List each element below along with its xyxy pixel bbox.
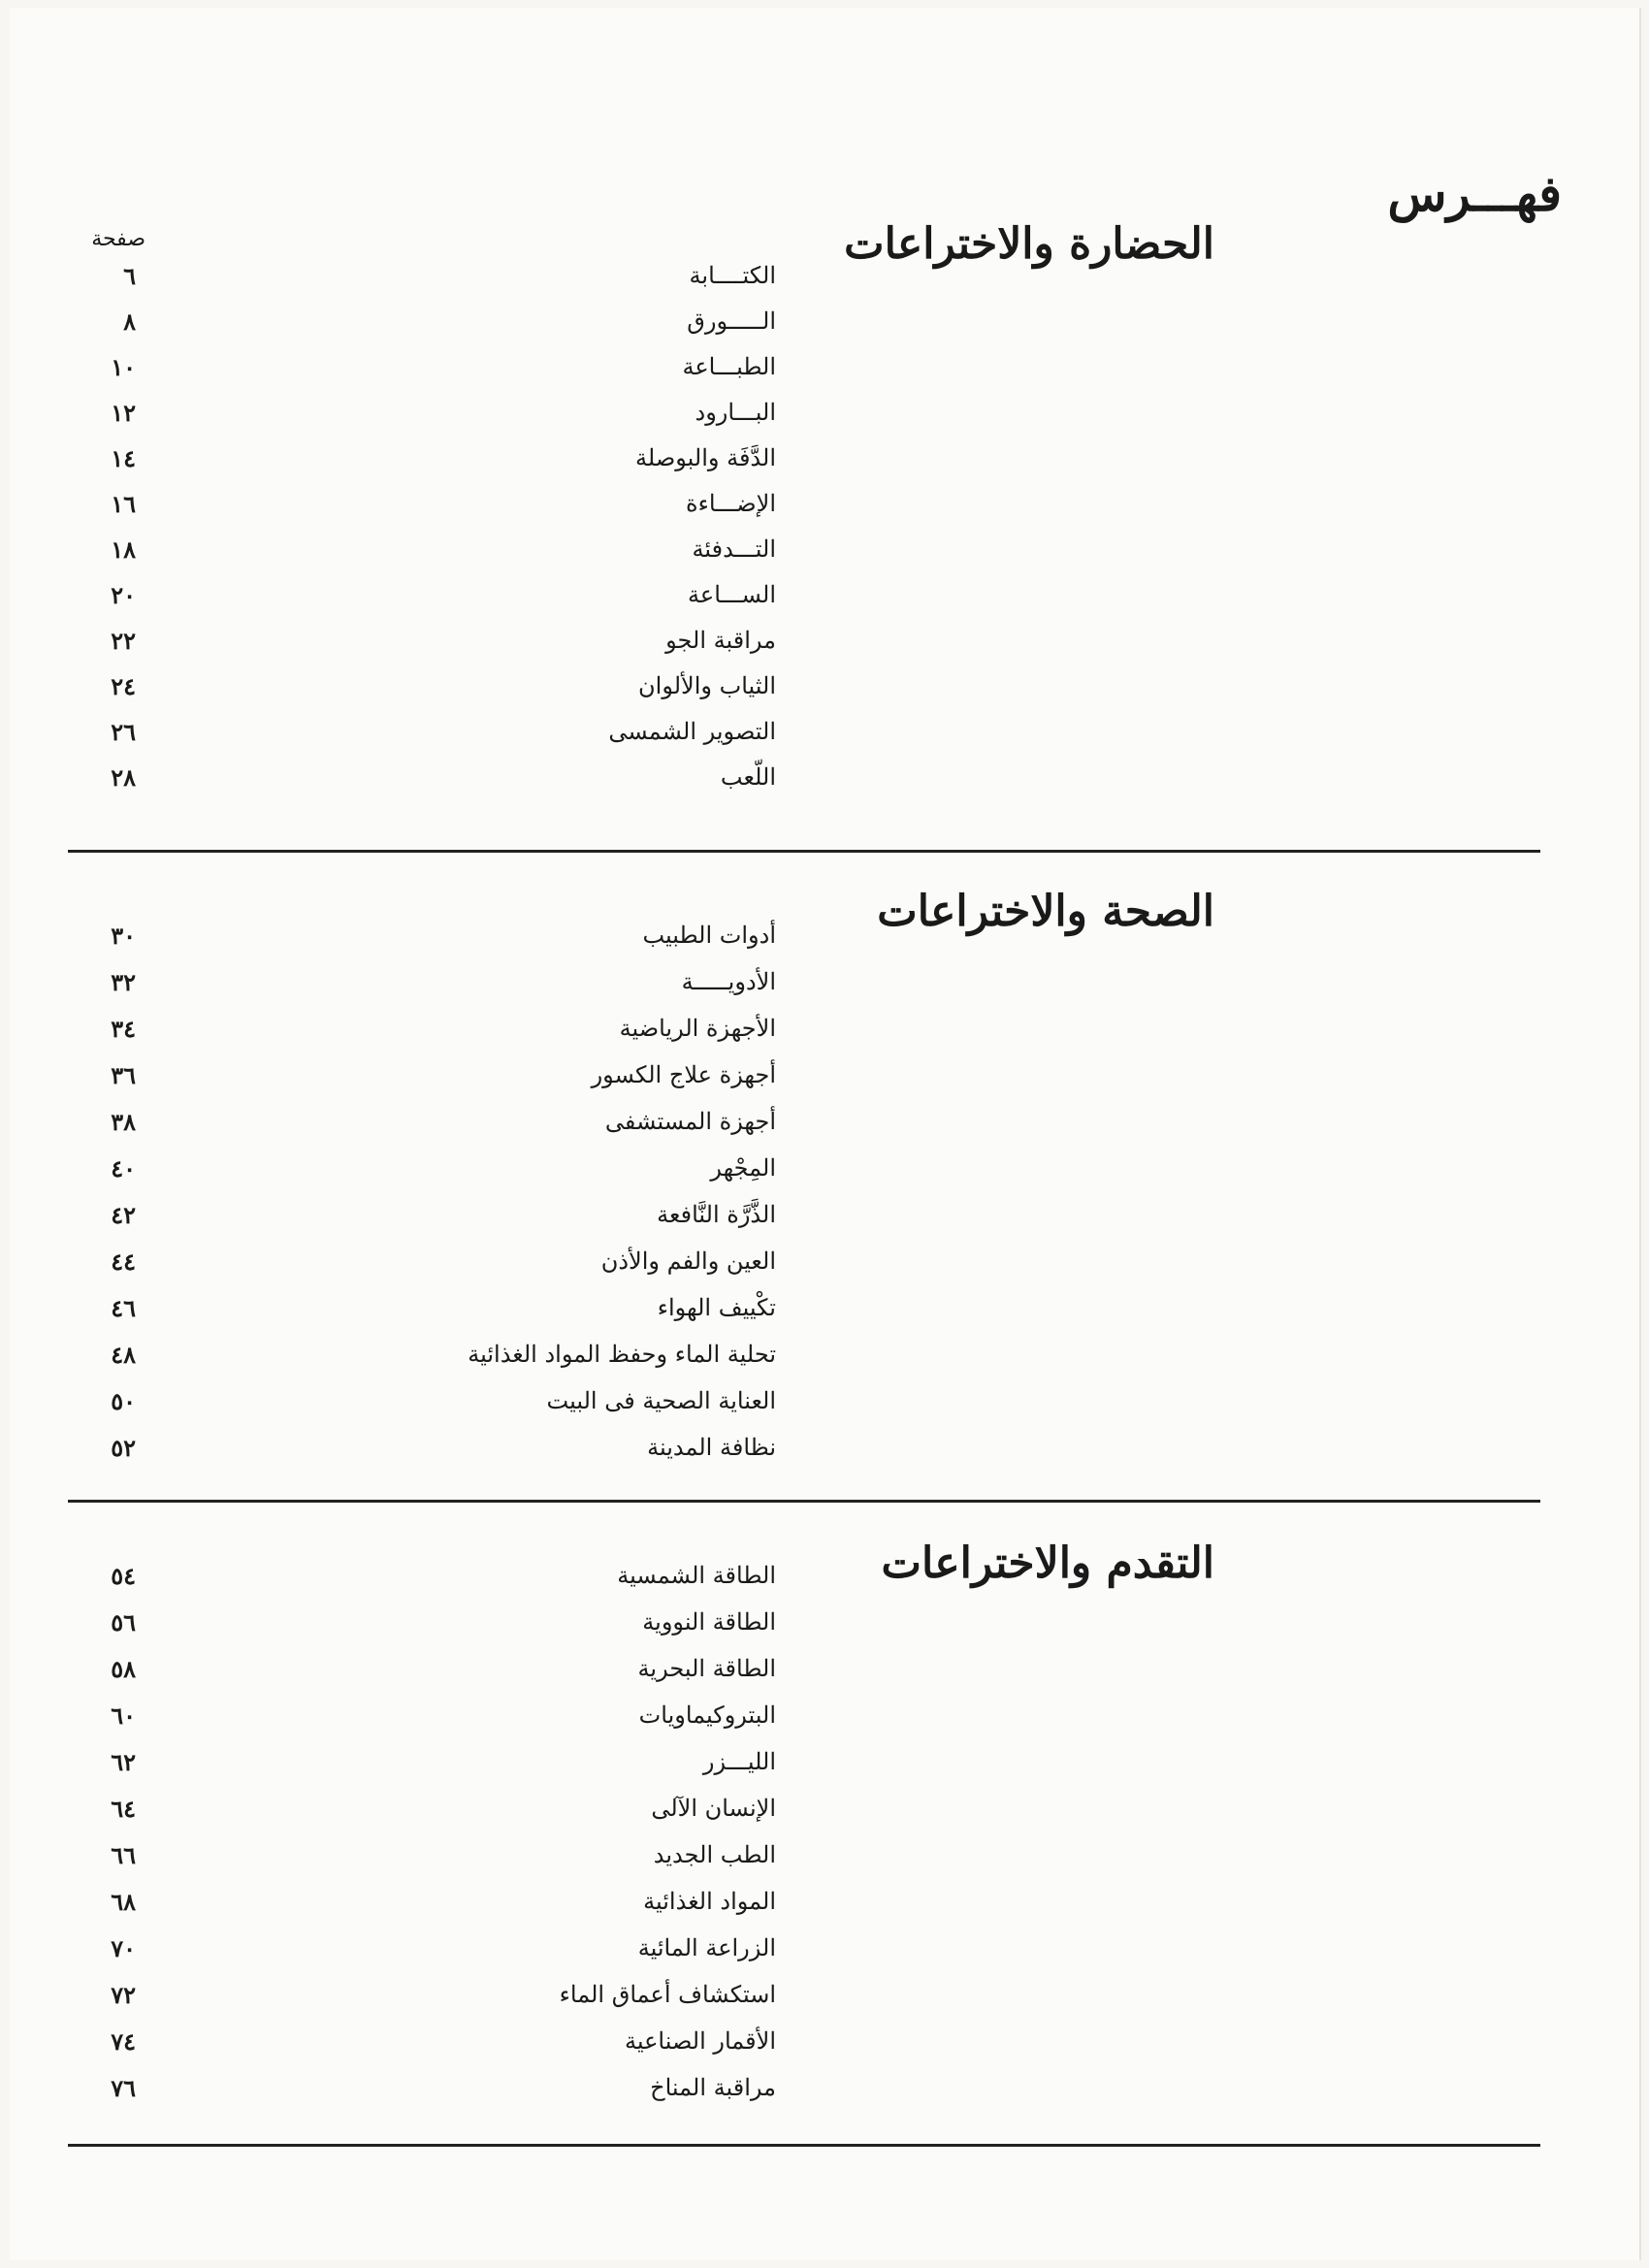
entry-page-number: ٥٨ — [111, 1655, 136, 1683]
entry-title: الكتــــابة — [689, 262, 776, 289]
entry-title: الســـاعة — [688, 581, 776, 608]
toc-entry[interactable] — [68, 1434, 776, 1473]
toc-entry[interactable] — [68, 1061, 776, 1100]
entry-page-number: ٤٠ — [111, 1154, 136, 1183]
entry-page-number: ٦٠ — [111, 1701, 136, 1730]
entry-title: الطاقة الشمسية — [617, 1562, 776, 1589]
entry-title: الزراعة المائية — [637, 1934, 776, 1961]
toc-entry[interactable] — [68, 1608, 776, 1647]
toc-entry[interactable] — [68, 1154, 776, 1193]
entry-page-number: ٥٤ — [111, 1562, 136, 1590]
toc-entry[interactable] — [68, 353, 776, 392]
entry-page-number: ٧٠ — [111, 1934, 136, 1962]
entry-page-number: ٢٠ — [111, 581, 136, 609]
toc-entry[interactable] — [68, 2074, 776, 2113]
toc-entry[interactable] — [68, 1795, 776, 1833]
section-divider — [68, 1500, 1540, 1503]
entry-page-number: ٥٠ — [111, 1387, 136, 1415]
entry-page-number: ٤٤ — [111, 1247, 136, 1276]
entry-page-number: ٦ — [123, 262, 136, 290]
entry-page-number: ٢٨ — [111, 763, 136, 792]
toc-entry[interactable] — [68, 1981, 776, 2020]
entry-title: مراقبة المناخ — [650, 2074, 776, 2101]
entry-title: الذَّرَّة النَّافعة — [657, 1201, 776, 1228]
page-column-label: صفحة — [91, 227, 146, 251]
entry-title: الدَّفَة والبوصلة — [635, 444, 776, 471]
entry-title: تحلية الماء وحفظ المواد الغذائية — [468, 1341, 776, 1368]
toc-entry[interactable] — [68, 1201, 776, 1240]
section-title: الحضارة والاختراعات — [844, 219, 1214, 269]
toc-entry[interactable] — [68, 1655, 776, 1694]
toc-entry[interactable] — [68, 1934, 776, 1973]
entry-page-number: ١٨ — [111, 535, 136, 564]
entry-page-number: ١٤ — [111, 444, 136, 472]
entry-title: الأجهزة الرياضية — [619, 1015, 776, 1042]
entry-title: مراقبة الجو — [665, 627, 776, 654]
toc-entry[interactable] — [68, 1015, 776, 1053]
toc-entry[interactable] — [68, 262, 776, 301]
toc-entry[interactable] — [68, 1748, 776, 1787]
entry-title: الـــــورق — [687, 308, 776, 335]
entry-title: البتروكيماويات — [638, 1701, 776, 1729]
entry-page-number: ٦٨ — [111, 1888, 136, 1916]
entry-page-number: ٦٤ — [111, 1795, 136, 1823]
entry-title: المِجْهر — [710, 1154, 776, 1182]
entry-title: اللّعب — [720, 763, 776, 791]
entry-title: الطبـــاعة — [682, 353, 776, 380]
toc-entry[interactable] — [68, 922, 776, 960]
entry-page-number: ٢٤ — [111, 672, 136, 700]
entry-title: أدوات الطبيب — [642, 922, 776, 949]
toc-entry[interactable] — [68, 763, 776, 802]
entry-title: العين والفم والأذن — [600, 1247, 776, 1275]
toc-entry[interactable] — [68, 1841, 776, 1880]
entry-title: العناية الصحية فى البيت — [546, 1387, 776, 1414]
toc-entry[interactable] — [68, 308, 776, 346]
toc-entry[interactable] — [68, 581, 776, 620]
toc-entry[interactable] — [68, 1888, 776, 1927]
entry-page-number: ٨ — [123, 308, 136, 336]
entry-title: الطاقة البحرية — [637, 1655, 776, 1682]
entry-page-number: ٤٨ — [111, 1341, 136, 1369]
entry-title: البـــارود — [695, 399, 776, 426]
toc-entry[interactable] — [68, 1701, 776, 1740]
entry-title: أجهزة المستشفى — [604, 1108, 776, 1135]
entry-page-number: ١٠ — [111, 353, 136, 381]
entry-title: الإضـــاءة — [686, 490, 776, 517]
entry-page-number: ٦٢ — [111, 1748, 136, 1776]
entry-page-number: ٢٦ — [111, 718, 136, 746]
entry-title: التصوير الشمسى — [608, 718, 776, 745]
toc-entry[interactable] — [68, 672, 776, 711]
entry-page-number: ٣٢ — [111, 968, 136, 996]
entry-page-number: ٤٦ — [111, 1294, 136, 1322]
entry-title: استكشاف أعماق الماء — [559, 1981, 776, 2008]
document-page — [10, 8, 1641, 2260]
entry-page-number: ٥٦ — [111, 1608, 136, 1636]
toc-entry[interactable] — [68, 399, 776, 437]
entry-title: الأدويـــــة — [681, 968, 776, 995]
entry-page-number: ٧٢ — [111, 1981, 136, 2009]
entry-page-number: ١٢ — [111, 399, 136, 427]
entry-title: الطاقة النووية — [642, 1608, 776, 1636]
toc-entry[interactable] — [68, 1341, 776, 1379]
section-title: التقدم والاختراعات — [881, 1539, 1214, 1588]
entry-page-number: ٦٦ — [111, 1841, 136, 1869]
toc-entry[interactable] — [68, 535, 776, 574]
toc-entry[interactable] — [68, 1108, 776, 1147]
toc-entry[interactable] — [68, 968, 776, 1007]
entry-title: الليـــزر — [702, 1748, 776, 1775]
entry-title: التـــدفئة — [692, 535, 776, 563]
entry-title: الأقمار الصناعية — [624, 2027, 776, 2055]
toc-entry[interactable] — [68, 444, 776, 483]
entry-title: المواد الغذائية — [643, 1888, 776, 1915]
section-divider — [68, 850, 1540, 853]
entry-page-number: ٤٢ — [111, 1201, 136, 1229]
entry-page-number: ٢٢ — [111, 627, 136, 655]
toc-entry[interactable] — [68, 1294, 776, 1333]
toc-entry[interactable] — [68, 2027, 776, 2066]
toc-entry[interactable] — [68, 718, 776, 757]
entry-title: الثياب والألوان — [638, 672, 776, 699]
toc-entry[interactable] — [68, 1247, 776, 1286]
entry-page-number: ٣٨ — [111, 1108, 136, 1136]
entry-page-number: ٣٦ — [111, 1061, 136, 1089]
entry-page-number: ٣٤ — [111, 1015, 136, 1043]
entry-page-number: ١٦ — [111, 490, 136, 518]
section-divider — [68, 2144, 1540, 2147]
section-title: الصحة والاختراعات — [877, 887, 1214, 936]
entry-title: نظافة المدينة — [647, 1434, 776, 1461]
entry-page-number: ٥٢ — [111, 1434, 136, 1462]
entry-page-number: ٧٦ — [111, 2074, 136, 2102]
toc-entry[interactable] — [68, 1387, 776, 1426]
entry-page-number: ٣٠ — [111, 922, 136, 950]
entry-title: الإنسان الآلى — [651, 1795, 776, 1822]
entry-title: أجهزة علاج الكسور — [591, 1061, 776, 1088]
toc-entry[interactable] — [68, 627, 776, 665]
entry-title: تكْييف الهواء — [657, 1294, 776, 1321]
entry-page-number: ٧٤ — [111, 2027, 136, 2056]
page-title: فهـــرس — [1387, 165, 1562, 222]
toc-entry[interactable] — [68, 1562, 776, 1601]
toc-entry[interactable] — [68, 490, 776, 529]
entry-title: الطب الجديد — [653, 1841, 776, 1868]
